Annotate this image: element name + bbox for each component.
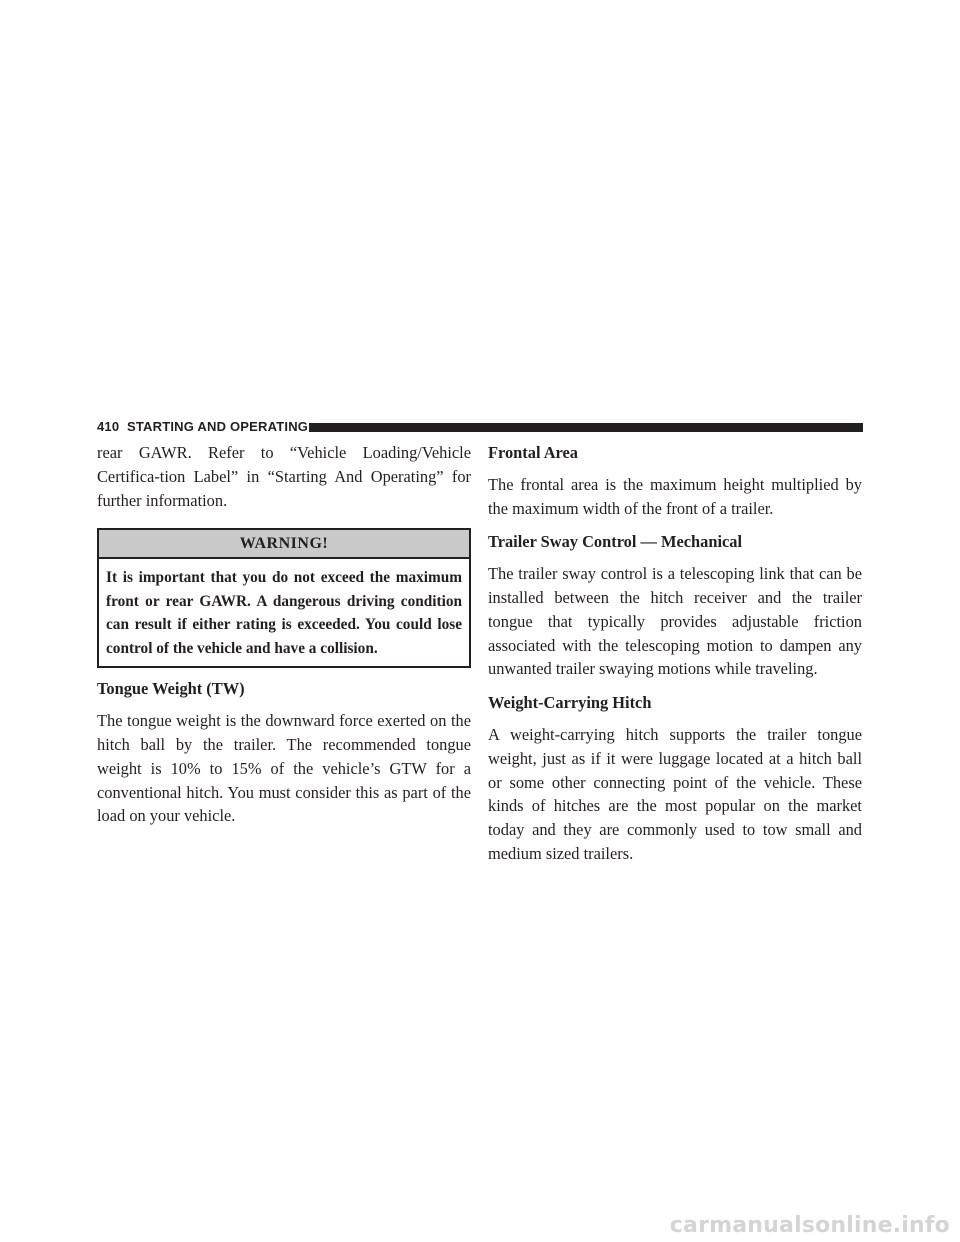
tongue-weight-heading: Tongue Weight (TW) <box>97 679 245 699</box>
warning-title: WARNING! <box>99 530 469 559</box>
warning-body: It is important that you do not exceed the maximum front or rear GAWR. A dangerous driving condition can result if either rating is exceeded. You could lose control of the vehicle and have a collision. <box>106 569 462 657</box>
page-header <box>97 417 863 437</box>
frontal-area-heading: Frontal Area <box>488 443 578 462</box>
sway-control-body: The trailer sway control is a telescoping link that can be installed between the hitch receiver and the trailer tongue that typically provides adjustable friction associated with the telescoping motion to dampen any unwanted trailer swaying motions while traveling. <box>488 564 862 679</box>
watermark-logo <box>640 1212 952 1238</box>
intro-paragraph: rear GAWR. Refer to “Vehicle Loading/Vehicle Certifica-tion Label” in “Starting And Operating” for further information. <box>97 443 471 510</box>
svg-text:carmanualsonline.info: carmanualsonline.info <box>669 1213 950 1238</box>
sway-control-heading: Trailer Sway Control — Mechanical <box>488 532 743 552</box>
weight-carrying-hitch-heading: Weight-Carrying Hitch <box>488 693 652 713</box>
page-number: 410 <box>97 419 120 434</box>
tongue-weight-body: The tongue weight is the downward force exerted on the hitch ball by the trailer. The recommended tongue weight is 10% to 15% of the vehicle’s GTW for a conventional hitch. You must consider this as part of the load on your vehicle. <box>97 711 471 826</box>
warning-box <box>97 528 471 668</box>
header-rule <box>309 423 863 432</box>
section-title: STARTING AND OPERATING <box>127 419 309 434</box>
left-column <box>97 441 471 828</box>
weight-carrying-hitch-body: A weight-carrying hitch supports the trailer tongue weight, just as if it were luggage located at a hitch ball or some other connecting point of the vehicle. These kinds of hitches are the most popular on the market today and they are commonly used to tow small and medium sized trailers. <box>488 724 862 863</box>
frontal-area-body: The frontal area is the maximum height multiplied by the maximum width of the front of a trailer. <box>488 474 862 518</box>
right-column <box>488 441 862 866</box>
